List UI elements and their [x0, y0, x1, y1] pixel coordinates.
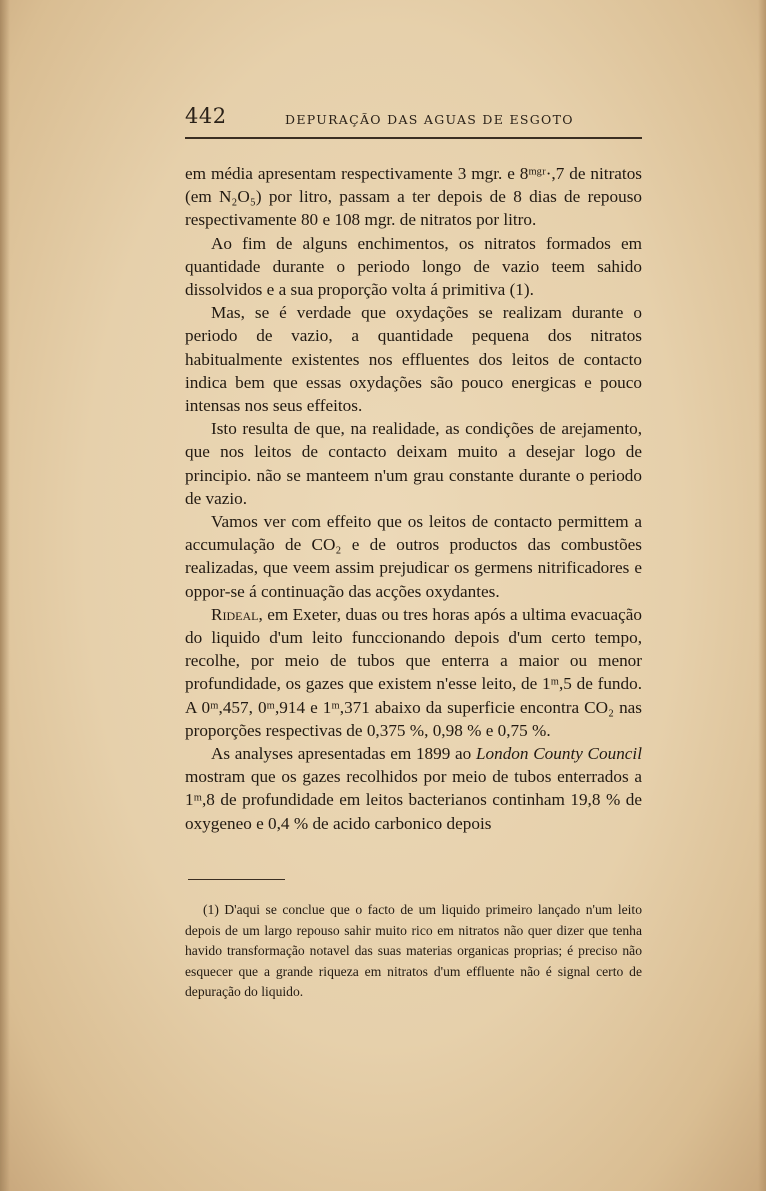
paragraph-5: Vamos ver com effeito que os leitos de contacto permittem a accumulação de CO₂ e de outros productos das combustões realizadas, que veem assim prejudicar os germens nitrificadores e oppor-se á continuação das acções oxydantes. [185, 512, 642, 601]
footnote [185, 900, 642, 1003]
paragraph-4: Isto resulta de que, na realidade, as condições de arejamento, que nos leitos de contacto deixam muito a desejar logo de principio. não se manteem n'um grau constante durante o periodo de vazio. [185, 419, 642, 508]
header-rule [185, 137, 642, 139]
footnote-text: (1) D'aqui se conclue que o facto de um liquido primeiro lançado n'um leito depois de um largo repouso sahir muito rico em nitratos não quer dizer que tenha havido transformação notavel das suas materias organicas proprias; é preciso não esquecer que a grande riqueza em nitratos d'um effluente não é signal certo de depuração do liquido. [185, 902, 642, 999]
analyses-text-after: mostram que os gazes recolhidos por meio de tubos enterrados a 1ᵐ,8 de profundidade em leitos bacterianos continham 19,8 % de oxygeneo e 0,4 % de acido carbonico depois [185, 767, 642, 833]
paragraph-3: Mas, se é verdade que oxydações se realizam durante o periodo de vazio, a quantidade pequena dos nitratos habitualmente existentes nos effluentes dos leitos de contacto indica bem que essas oxydações são pouco energicas e pouco intensas nos seus effeitos. [185, 303, 642, 416]
london-county-council: London County Council [475, 744, 642, 764]
running-head: DEPURAÇÃO DAS AGUAS DE ESGOTO [285, 112, 574, 127]
paragraph-rideal [185, 603, 642, 742]
analyses-text-before: As analyses apresentadas em 1899 ao [211, 744, 476, 764]
page-number: 442 [185, 104, 227, 128]
rideal-text: , em Exeter, duas ou tres horas após a ultima evacuação do liquido d'um leito funccionando depois d'um certo tempo, recolhe, por meio de tubos que enterra a maior ou menor profundidade, os gazes que existem n'esse leito, de 1ᵐ,5 de fundo. A 0ᵐ,457, 0ᵐ,914 e 1ᵐ,371 abaixo da superficie encontra CO₂ nas proporções respectivas de 0,375 %, 0,98 % e 0,75 %. [185, 604, 642, 740]
paragraph-2: Ao fim de alguns enchimentos, os nitratos formados em quantidade durante o periodo longo de vazio teem sahido dissolvidos e a sua proporção volta á primitiva (1). [185, 233, 642, 300]
paragraph-analyses [185, 742, 642, 835]
footnote-rule [188, 879, 285, 880]
body-text [185, 162, 642, 835]
author-name-rideal: Rideal [211, 604, 259, 624]
page-header [185, 104, 642, 132]
paragraph-1: em média apresentam respectivamente 3 mgr. e 8ᵐᵍʳ·,7 de nitratos (em N₂O₅) por litro, passam a ter depois de 8 dias de repouso respectivamente 80 e 108 mgr. de nitratos por litro. [185, 164, 642, 230]
